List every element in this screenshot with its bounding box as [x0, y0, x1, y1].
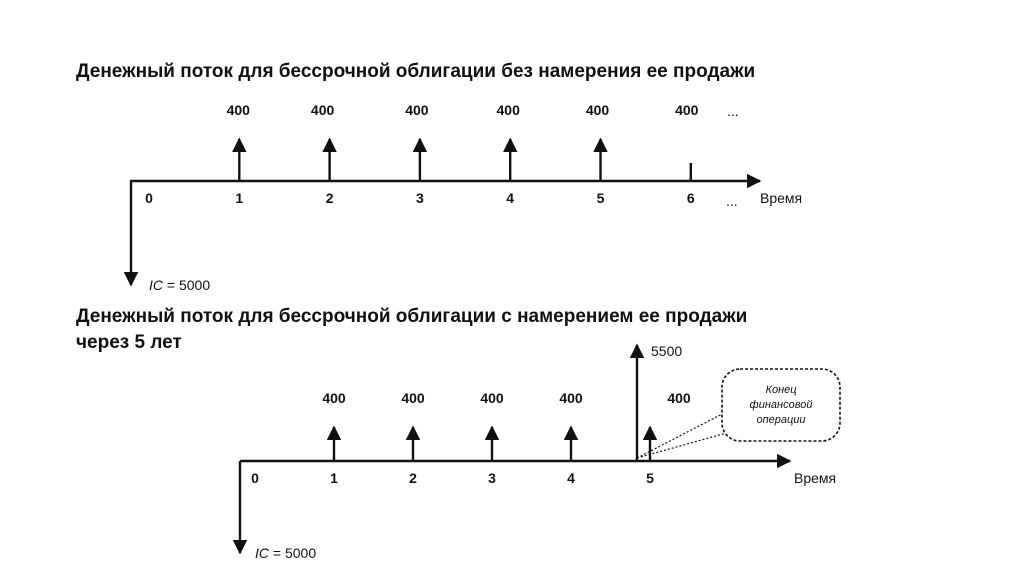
- diagram1-ic-symbol: IC: [149, 277, 163, 293]
- diagram1-investment-label: [149, 277, 210, 293]
- diagram1-payment-label: 400: [496, 102, 520, 118]
- diagram2-note-line2: финансовой: [749, 399, 813, 411]
- diagram1-payment-label: 400: [226, 102, 250, 118]
- diagram1-payment-label: 400: [310, 102, 335, 118]
- diagram2-tick-label: 3: [488, 470, 496, 486]
- diagram1-title: Денежный поток для бессрочной облигации без намерения ее продажи: [76, 61, 756, 82]
- diagram1-axis-ellipsis: ...: [726, 193, 738, 209]
- diagram1: [130, 102, 802, 293]
- diagram1-tick-label: 3: [416, 190, 424, 206]
- diagram1-payments: [227, 102, 699, 181]
- diagram2-tick-label: 2: [409, 470, 417, 486]
- diagram1-time-label: Время: [760, 190, 803, 206]
- diagram2-time-label: Время: [794, 470, 837, 486]
- diagram1-tick-labels: [145, 190, 695, 206]
- diagram2-payments: [322, 390, 691, 461]
- diagram2-sale-value: 5500: [651, 343, 683, 359]
- diagram2-investment-label: [255, 545, 316, 561]
- diagram2-note-line1: Конец: [765, 384, 797, 396]
- diagram1-payment-ellipsis: ...: [727, 103, 739, 119]
- diagram1-payment-label: 400: [405, 102, 429, 118]
- diagram2-ic-symbol: IC: [255, 545, 269, 561]
- diagram2-tick-label: 1: [330, 470, 338, 486]
- diagram2-title-line1: Денежный поток для бессрочной облигации с намерением ее продажи: [76, 306, 748, 327]
- diagram1-payment-label: 400: [675, 102, 699, 118]
- diagram1-tick-label: 0: [145, 190, 153, 206]
- diagram1-tick-label: 1: [235, 190, 244, 206]
- diagram1-tick-label: 5: [596, 190, 605, 206]
- diagram1-ic-value: = 5000: [163, 277, 211, 293]
- diagram1-tick-label: 6: [686, 190, 695, 206]
- diagram2: [240, 343, 840, 561]
- diagram2-note-line3: операции: [756, 414, 806, 426]
- diagram2-payment-label: 400: [322, 390, 346, 406]
- diagram1-tick-label: 4: [506, 190, 515, 206]
- diagram1-tick-label: 2: [325, 190, 334, 206]
- diagram2-title-line2: через 5 лет: [76, 332, 182, 353]
- diagram1-payment-label: 400: [585, 102, 610, 118]
- diagram2-payment-label: 400: [559, 390, 583, 406]
- diagram2-payment-label: 400: [667, 390, 691, 406]
- diagram2-ic-value: = 5000: [269, 545, 317, 561]
- diagram2-tick-labels: [251, 470, 654, 486]
- diagram2-payment-label: 400: [480, 390, 504, 406]
- diagram2-tick-label: 5: [646, 470, 654, 486]
- diagram2-tick-label: 0: [251, 470, 259, 486]
- diagram2-payment-label: 400: [401, 390, 425, 406]
- diagram2-tick-label: 4: [567, 470, 575, 486]
